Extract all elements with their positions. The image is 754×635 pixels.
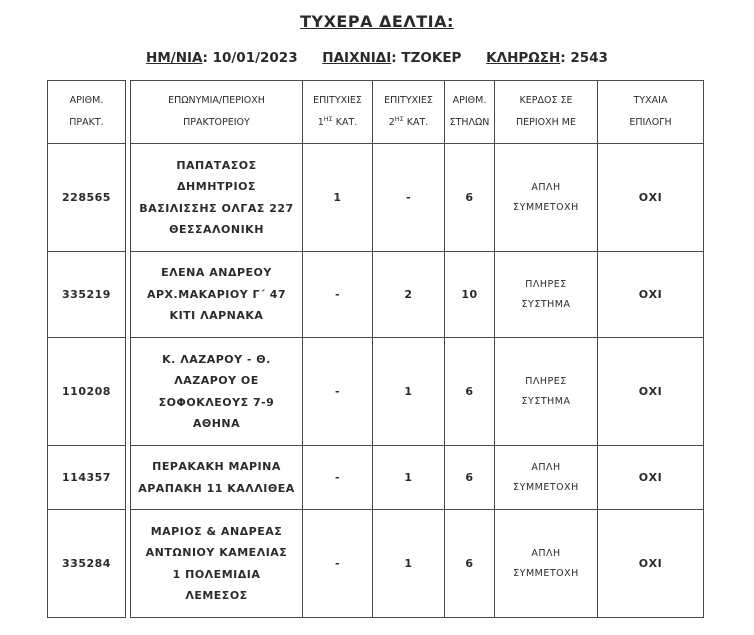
participation-cell: ΑΠΛΗ ΣΥΜΜΕΤΟΧΗ — [495, 510, 598, 618]
columns-count-cell: 10 — [445, 252, 495, 338]
random-pick-cell: ΟΧΙ — [598, 446, 704, 510]
name-area-cell: Κ. ΛΑΖΑΡΟΥ - Θ. ΛΑΖΑΡΟΥ ΟΕ ΣΟΦΟΚΛΕΟΥΣ 7-9 ΑΘΗΝΑ — [131, 338, 303, 446]
columns-count-cell: 6 — [445, 144, 495, 252]
agent-no-cell: 114357 — [48, 446, 126, 510]
draw-label: ΚΛΗΡΩΣΗ — [486, 50, 561, 66]
page-title: ΤΥΧΕΡΑ ΔΕΛΤΙΑ: — [300, 12, 454, 31]
agent-no-cell: 228565 — [48, 144, 126, 252]
header-wins-cat2: ΕΠΙΤΥΧΙΕΣ $2^{H\Sigma}$ ΚΑΤ. — [373, 81, 445, 144]
draw-value: 2543 — [570, 50, 608, 66]
table-row — [48, 510, 704, 618]
participation-cell: ΑΠΛΗ ΣΥΜΜΕΤΟΧΗ — [495, 446, 598, 510]
columns-count-cell: 6 — [445, 338, 495, 446]
header-wins-cat1: ΕΠΙΤΥΧΙΕΣ $1^{H\Sigma}$ ΚΑΤ. — [303, 81, 373, 144]
random-pick-cell: ΟΧΙ — [598, 144, 704, 252]
columns-count-cell: 6 — [445, 510, 495, 618]
name-area-cell: ΜΑΡΙΟΣ & ΑΝΔΡΕΑΣ ΑΝΤΩΝΙΟΥ ΚΑΜΕΛΙΑΣ 1 ΠΟΛΕΜΙΔΙΑ ΛΕΜΕΣΟΣ — [131, 510, 303, 618]
columns-count-cell: 6 — [445, 446, 495, 510]
wins-cat1-cell: - — [303, 510, 373, 618]
game-info: ΠΑΙΧΝΙΔΙ: ΤΖΟΚΕΡ — [322, 50, 462, 66]
agent-no-cell: 335284 — [48, 510, 126, 618]
wins-cat1-cell: 1 — [303, 144, 373, 252]
random-pick-cell: ΟΧΙ — [598, 252, 704, 338]
table-row — [48, 338, 704, 446]
name-area-cell: ΠΕΡΑΚΑΚΗ ΜΑΡΙΝΑ ΑΡΑΠΑΚΗ 11 ΚΑΛΛΙΘΕΑ — [131, 446, 303, 510]
header-agent-no: ΑΡΙΘΜ. ΠΡΑΚΤ. — [48, 81, 126, 144]
table-header-row — [48, 81, 704, 144]
winning-tickets-table — [47, 80, 704, 618]
wins-cat2-cell: 1 — [373, 510, 445, 618]
participation-cell: ΑΠΛΗ ΣΥΜΜΕΤΟΧΗ — [495, 144, 598, 252]
date-value: 10/01/2023 — [212, 50, 298, 66]
agent-no-cell: 335219 — [48, 252, 126, 338]
game-label: ΠΑΙΧΝΙΔΙ — [322, 50, 392, 66]
date-label: ΗΜ/ΝΙΑ — [146, 50, 203, 66]
agent-no-cell: 110208 — [48, 338, 126, 446]
header-columns-count: ΑΡΙΘΜ. ΣΤΗΛΩΝ — [445, 81, 495, 144]
table-row — [48, 446, 704, 510]
header-participation: ΚΕΡΔΟΣ ΣΕ ΠΕΡΙΟΧΗ ΜΕ — [495, 81, 598, 144]
random-pick-cell: ΟΧΙ — [598, 338, 704, 446]
participation-cell: ΠΛΗΡΕΣ ΣΥΣΤΗΜΑ — [495, 338, 598, 446]
wins-cat1-cell: - — [303, 338, 373, 446]
table-row — [48, 252, 704, 338]
wins-cat2-cell: 1 — [373, 338, 445, 446]
wins-cat2-cell: 2 — [373, 252, 445, 338]
name-area-cell: ΕΛΕΝΑ ΑΝΔΡΕΟΥ ΑΡΧ.ΜΑΚΑΡΙΟΥ Γ΄ 47 ΚΙΤΙ ΛΑΡΝΑΚΑ — [131, 252, 303, 338]
header-random-pick: ΤΥΧΑΙΑ ΕΠΙΛΟΓΗ — [598, 81, 704, 144]
wins-cat1-cell: - — [303, 446, 373, 510]
wins-cat1-cell: - — [303, 252, 373, 338]
draw-info: ΚΛΗΡΩΣΗ: 2543 — [486, 50, 608, 66]
date-info: ΗΜ/ΝΙΑ: 10/01/2023 — [146, 50, 298, 66]
participation-cell: ΠΛΗΡΕΣ ΣΥΣΤΗΜΑ — [495, 252, 598, 338]
wins-cat2-cell: - — [373, 144, 445, 252]
header-name-area: ΕΠΩΝΥΜΙΑ/ΠΕΡΙΟΧΗ ΠΡΑΚΤΟΡΕΙΟΥ — [131, 81, 303, 144]
wins-cat2-cell: 1 — [373, 446, 445, 510]
name-area-cell: ΠΑΠΑΤΑΣΟΣ ΔΗΜΗΤΡΙΟΣ ΒΑΣΙΛΙΣΣΗΣ ΟΛΓΑΣ 227 ΘΕΣΣΑΛΟΝΙΚΗ — [131, 144, 303, 252]
random-pick-cell: ΟΧΙ — [598, 510, 704, 618]
table-row — [48, 144, 704, 252]
game-value: ΤΖΟΚΕΡ — [401, 50, 462, 66]
draw-info-line — [0, 50, 754, 66]
